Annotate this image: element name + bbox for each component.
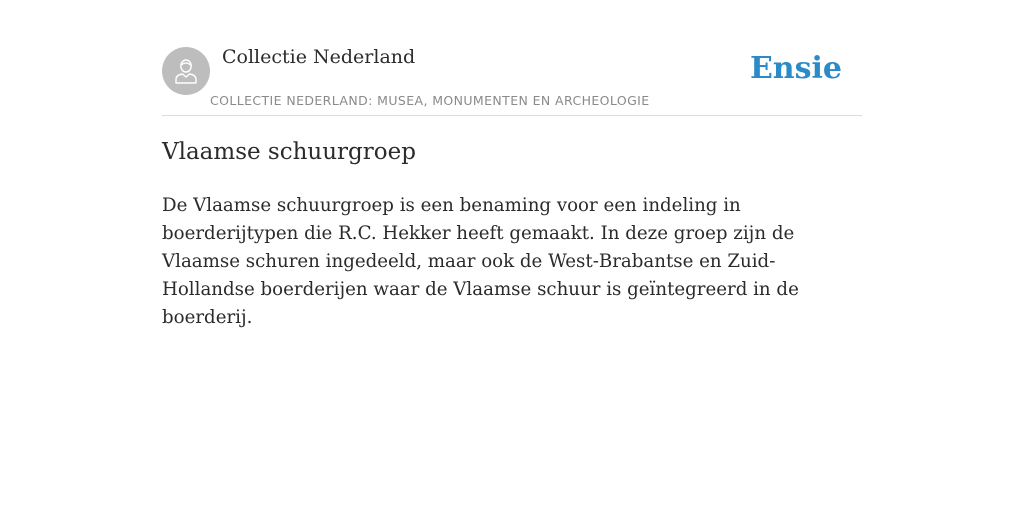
source-label[interactable]: COLLECTIE NEDERLAND: MUSEA, MONUMENTEN EN ARCHEOLOGIE <box>210 93 650 108</box>
entry-body: De Vlaamse schuurgroep is een benaming voor een indeling in boerderijtypen die R.C. Hekker heeft gemaakt. In deze groep zijn de Vlaamse schuren ingedeeld, maar ook de West-Brabantse en Zuid-Hollandse boerderijen waar de Vlaamse schuur is geïntegreerd in de boerderij. <box>162 195 799 328</box>
entry-header <box>162 0 862 116</box>
author-name[interactable]: Collectie Nederland <box>222 46 416 68</box>
entry-title: Vlaamse schuurgroep <box>162 139 416 165</box>
entry-card <box>162 0 862 328</box>
author-avatar[interactable] <box>162 47 210 95</box>
user-silhouette-icon <box>171 56 201 86</box>
brand-logo[interactable]: Ensie <box>749 51 842 86</box>
